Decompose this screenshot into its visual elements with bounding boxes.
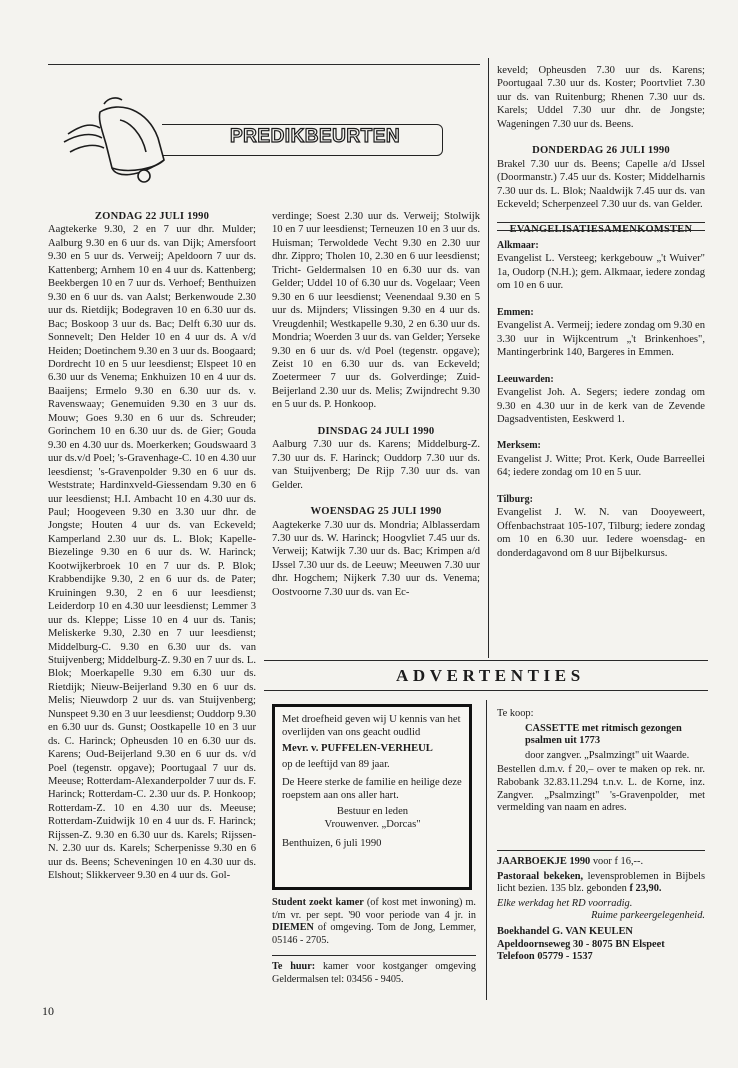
place-heading: Merksem: bbox=[497, 440, 541, 452]
evangelist-entry: Evangelist J. W. N. van Dooyeweert, Offenbachstraat 105-107, Tilburg; iedere zondag om 10 en 6.30 uur. Iedere woensdag- en donderdagavond om 8 uur Bijbelkursus. bbox=[497, 507, 705, 559]
thursday-services: Brakel 7.30 uur ds. Beens; Capelle a/d IJssel (Doormanstr.) 7.45 uur ds. Koster; Middelharnis 7.30 uur ds. L. Blok; Naaldwijk 7.45 uur ds. van Eckeveld; Scherpenzeel 7.30 uur ds. van Gelder. bbox=[497, 158, 705, 211]
wednesday-services: Aagtekerke 7.30 uur ds. Mondria; Alblasserdam 7.30 uur ds. W. Harinck; Hoogvliet 7.45 uur ds. Verweij; Katwijk 7.30 uur ds. Bac; Krimpen a/d IJssel 7.30 uur ds. de Leeuw; Meeuwen 7.30 uur dhr. Hogchem; Nijkerk 7.30 uur ds. Venema; Oostvoorne 7.30 uur ds. van Ec- bbox=[272, 519, 480, 598]
place-heading: Alkmaar: bbox=[497, 239, 539, 251]
adv-rule-bottom bbox=[264, 690, 708, 691]
student-text: (of kost met inwoning) m. t/m vr. per sept. '90 voor periode van 4 jr. in bbox=[272, 897, 476, 921]
sunday-services: Aagtekerke 9.30, 2 en 7 uur dhr. Mulder; Aalburg 9.30 en 6 uur ds. van Dijk; Amersfoort 9.30 en 5 uur ds. Verweij; Apeldoorn 7 uur ds. Kattenberg; Arnhem 10 en 4 uur ds. Kattenberg; Beekbergen 10 en 7 uur ds. Verhoef; Benthuizen 9.30 en 6 uur ds. van Aalst; Berkenwoude 2.30 uur ds. Rietdijk; Bodegraven 10 en 6.30 uur ds. Bac; Boskoop 3 uur ds. Bac; Delft 6.30 uur ds. Sonnevelt; Den Helder 10 en 4 uur ds. A v/d Heiden; Doetinchem 9.30 en 3 uur ds. Boogaard; Dordrecht 10 en 5 uur leesdienst; Elspeet 10 en 6.30 uur ds Venema; Enkhuizen 10 en 4 uur ds. Baaijens; Ermelo 9.30 en 6.30 uur ds. v. Ravenswaay; Genemuiden 9.30 en 3 uur ds. Mouw; Goes 9.30 en 6 uur ds. Schreuder; Gorinchem 10 en 6.30 uur ds. de Gier; Gouda 9.30 en 4.30 uur ds. Moerkerken; Goudswaard 3 uur ds.v/d Poel; 's-Gravenhage-C. 10 en 4.30 uur leesdienst; 's-Gravenpolder 9.30 en 6 uur ds. Weststrate; Hardinxveld-Giessendam 9.30 en 6 uur leesdienst; H.I. Ambacht 10 en 4.30 uur ds. Paul; Hoogeveen 9.30 en 3.30 uur dhr. de Jongste; Houten 4 uur ds. van Eckeveld; Kamperland 2.30 uur ds. L. Blok; Kapelle-Biezelinge 9.30 en 6 uur ds. W. Harinck; Kootwijkerbroek 10 en 7 uur ds. P. Blok; Krabbendijke 9.30, 2 en 6 uur ds. de Pater; Kruiningen 9.30, 2 en 6 uur leesdienst; Leiderdorp 10 en 4.30 uur leesdienst; Lemmer 3 uur ds. Kleppe; Lisse 10 en 4 uur ds. Tanis; Meliskerke 9.30, 2.30 en 7 uur leesdienst; Middelburg-C. 9.30 en 6.30 uur ds. van Stuijvenberg; Middelburg-Z. 9.30 en 7 uur ds. L. Blok; Moerkapelle 9.30 em 6.30 uur ds. Rietdijk; Nieuw-Beijerland 9.30 en 6 uur ds. Melis; Nieuwdorp 2 uur ds. van Stuijvenberg; Nunspeet 9.30 en 3 uur leesdienst; Ouddorp 9.30 en 6.30 uur ds. Gunst; Oostkapelle 10 en 3 uur ds. C. Harinck; Opheusden 10 en 6.30 uur ds. Karens; Oud-Beijerland 9.30 en 6 uur ds. v/d Poel (tegenstr. opgave); Poortugaal 7 uur ds. Meeuse; Rotterdam-Alexanderpolder 7 uur ds. F. Harinck; Rotterdam-C. 2.30 uur ds. P. Honkoop; Rotterdam-Z. 10 en 4.30 uur ds. Meeuse; Rotterdam-Zuidwijk 10 en 4 uur ds. F. Harinck; Rijssen-Z. 9.30 en 6.30 uur ds. Karels; Rijssen-N. 2.30 uur ds. Karels; Scherpenisse 9.30 en 6 uur ds. Beens; Scheveningen 10 en 4.30 uur ds. Elshout; Slikkerveer 9.30 en 4 uur ds. Gol- bbox=[48, 224, 257, 882]
rent-title: Te huur: bbox=[272, 961, 316, 972]
pastoraal-text: levensproblemen in Bijbels licht bezien. 135 blz. gebonden bbox=[497, 870, 706, 895]
student-rest: of omgeving. Tom de Jong, Lemmer, 05146 - 2705. bbox=[272, 922, 476, 946]
rd-line: Elke werkdag het RD voorradig. bbox=[497, 897, 633, 909]
day-heading: ZONDAG 22 JULI 1990 bbox=[94, 211, 210, 222]
notice-signature: Bestuur en leden bbox=[336, 806, 409, 817]
bookshop-ad bbox=[497, 856, 705, 964]
pastoraal-title: Pastoraal bekeken, bbox=[497, 870, 584, 882]
jaarboekje-title: JAARBOEKJE 1990 bbox=[497, 856, 591, 867]
evangelist-entry: Evangelist L. Versteeg; kerkgebouw „'t Wuiver" 1a, Oudorp (N.H.); gem. Alkmaar, iedere zondag om 10 en 6 uur. bbox=[497, 253, 705, 292]
section-title: PREDIKBEURTEN bbox=[230, 126, 401, 147]
adv-column-divider bbox=[486, 700, 487, 1000]
divider bbox=[497, 230, 705, 231]
notice-age: op de leeftijd van 89 jaar. bbox=[282, 759, 390, 770]
tuesday-services: Aalburg 7.30 uur ds. Karens; Middelburg-Z. 7.30 uur ds. F. Harinck; Ouddorp 7.30 uur ds. van Stuijvenberg; De Rijp 7.30 uur ds. van Gelder. bbox=[272, 439, 480, 491]
shop-address: Apeldoornseweg 30 - 8075 BN Elspeet bbox=[497, 938, 665, 950]
day-heading: DINSDAG 24 JULI 1990 bbox=[317, 425, 435, 437]
notice-intro: Met droefheid geven wij U kennis van het overlijden van ons geacht oudlid bbox=[282, 714, 461, 738]
student-place: DIEMEN bbox=[272, 922, 314, 933]
shop-phone: Telefoon 05779 - 1537 bbox=[497, 951, 593, 963]
rent-text: kamer voor kostganger omgeving Geldermalsen tel: 03456 - 9405. bbox=[272, 961, 476, 985]
ad-divider bbox=[272, 955, 476, 956]
deceased-name: Mevr. v. PUFFELEN-VERHEUL bbox=[282, 743, 433, 754]
bell-icon bbox=[60, 82, 180, 187]
page-number: 10 bbox=[42, 1004, 54, 1018]
column-weekdays bbox=[272, 210, 480, 599]
top-rule bbox=[48, 64, 480, 65]
sunday-services-cont: verdinge; Soest 2.30 uur ds. Verweij; Stolwijk 10 en 7 uur leesdienst; Terneuzen 10 en 3 uur ds. Huisman; Terwoldede Vecht 9.30 en 2.30 uur dhr. Zippro; Tholen 10, 2.30 en 6 uur leesdienst; Tricht- Geldermalsen 10 en 6.30 uur ds. van Gelder; Uddel 10 of 6.30 uur ds. Vogelaar; Veen 9.30 en 6 uur leesdienst; Veenendaal 9.30 en 5 uur ds. Mijnders; Vlissingen 9.30 en 4 uur ds. Vreugdenhil; Westkapelle 9.30, 2 en 6.30 uur ds. Mondria; Woerden 3 uur ds. van Gelder; Yerseke 9.30 en 6 uur ds. v/d Poel (tegenstr. opgave); Zeist 10 en 6.30 uur ds. van Eckeveld; Zoetermeer 7 uur ds. Golverdinge; Zuid-Beijerland 2.30 uur ds. Melis; Zwijndrecht 9.30 en 5 uur ds. P. Honkoop. bbox=[272, 211, 480, 411]
cassette-title: CASSETTE met ritmisch gezongen psalmen uit 1773 bbox=[525, 722, 682, 747]
student-title: Student zoekt kamer bbox=[272, 897, 364, 908]
evangelist-entry: Evangelist A. Vermeij; iedere zondag om 9.30 en 3.30 uur in Wijkcentrum „'t Brinkenhoes", Mantingerbrink 140, Bargeres in Emmen. bbox=[497, 320, 705, 359]
rent-ad bbox=[272, 961, 476, 986]
place-heading: Emmen: bbox=[497, 306, 534, 318]
cassette-by: door zangver. „Psalmzingt" uit Waarde. bbox=[525, 749, 690, 761]
cassette-ad bbox=[497, 708, 705, 815]
divider bbox=[497, 222, 705, 223]
day-heading: WOENSDAG 25 JULI 1990 bbox=[310, 506, 442, 518]
day-heading: DONDERDAG 26 JULI 1990 bbox=[532, 145, 670, 157]
place-heading: Tilburg: bbox=[497, 493, 533, 505]
pastoraal-price: f 23,90. bbox=[629, 883, 662, 895]
death-notice bbox=[272, 704, 472, 890]
parking-line: Ruime parkeergelegenheid. bbox=[591, 910, 705, 922]
ad-divider bbox=[497, 850, 705, 851]
adv-rule-top bbox=[264, 660, 708, 661]
cassette-order: Bestellen d.m.v. f 20,– over te maken op rek. nr. Rabobank 32.83.11.294 t.n.v. L. de Korne, inz. Zangver. „Psalmzingt" 's-Gravenpolder, met vermelding van naam en adres. bbox=[497, 764, 705, 814]
shop-name: Boekhandel G. VAN KEULEN bbox=[497, 925, 633, 937]
column-sunday bbox=[48, 210, 256, 883]
jaarboekje-price: voor f 16,--. bbox=[590, 856, 644, 867]
column-divider bbox=[488, 58, 489, 658]
evangelist-entry: Evangelist Joh. A. Segers; iedere zondag om 9.30 en 4.30 uur in de kerk van de Zevende Dagsadventisten, Eeskwerd 1. bbox=[497, 387, 705, 425]
column-right bbox=[497, 64, 705, 560]
advertenties-heading: ADVERTENTIES bbox=[396, 666, 585, 685]
student-ad bbox=[272, 897, 476, 947]
notice-date: Benthuizen, 6 juli 1990 bbox=[282, 838, 382, 849]
place-heading: Leeuwarden: bbox=[497, 373, 554, 385]
notice-text: De Heere sterke de familie en heilige deze roepstem aan ons aller hart. bbox=[282, 777, 462, 801]
sale-label: Te koop: bbox=[497, 708, 534, 719]
notice-signature-org: Vrouwenver. „Dorcas" bbox=[324, 819, 421, 830]
evangelist-entry: Evangelist J. Witte; Prot. Kerk, Oude Barreellei 64; iedere zondag om 10 en 5 uur. bbox=[497, 453, 705, 479]
wednesday-services-cont: keveld; Opheusden 7.30 uur ds. Karens; Poortugaal 7.30 uur ds. Koster; Poortvliet 7.30 uur ds. van Ruitenburg; Rhenen 7.30 uur ds. Karels; Uddel 7.30 uur dhr. de Jongste; Wageningen 7.30 uur ds. Beens. bbox=[497, 65, 705, 130]
